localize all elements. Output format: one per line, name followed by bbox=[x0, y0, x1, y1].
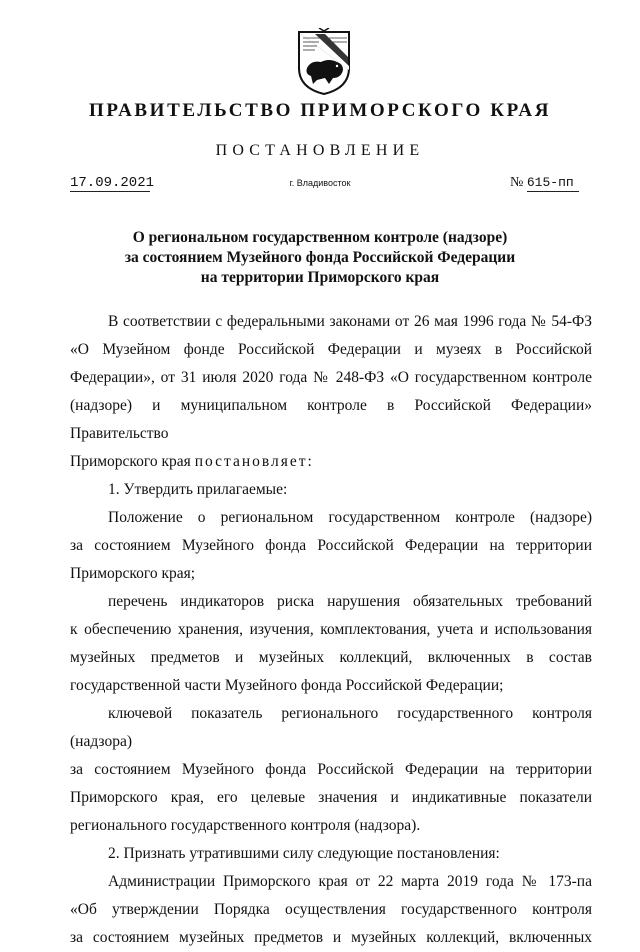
body-line: Приморского края; bbox=[70, 565, 196, 582]
title-line: на территории Приморского края bbox=[200, 269, 440, 286]
body-line: за состоянием Музейного фонда Российской Федерации на территории bbox=[70, 537, 592, 554]
document-city: г. Владивосток bbox=[289, 178, 351, 188]
body-line: перечень индикаторов риска нарушения обязательных требований bbox=[108, 593, 592, 610]
document-type: ПОСТАНОВЛЕНИЕ bbox=[215, 142, 425, 159]
body-line: ключевой показатель регионального государственного контроля (надзора) bbox=[70, 705, 592, 750]
body-line: «О Музейном фонде Российской Федерации и музеях в Российской bbox=[70, 341, 592, 358]
body-line-part: Приморского края bbox=[70, 453, 191, 470]
number-value: 615-пп bbox=[527, 175, 579, 192]
document-title bbox=[60, 228, 580, 288]
number-sign: № bbox=[510, 175, 524, 190]
body-line: Положение о региональном государственном контроле (надзоре) bbox=[108, 509, 592, 526]
coat-of-arms-icon bbox=[295, 28, 353, 96]
body-line: за состоянием музейных предметов и музейных коллекций, включенных bbox=[70, 929, 592, 946]
title-line: О региональном государственном контроле (надзоре) bbox=[132, 229, 508, 246]
body-line: музейных предметов и музейных коллекций, включенных в состав bbox=[70, 649, 592, 666]
document-number bbox=[510, 175, 590, 192]
body-line: к обеспечению хранения, изучения, комплектования, учета и использования bbox=[70, 621, 592, 638]
body-line: государственной части Музейного фонда Российской Федерации; bbox=[70, 677, 504, 694]
document-date: 17.09.2021 bbox=[70, 175, 155, 191]
body-line: Федерации», от 31 июля 2020 года № 248-ФЗ «О государственном контроле bbox=[70, 369, 592, 386]
body-line: за состоянием Музейного фонда Российской Федерации на территории bbox=[70, 761, 592, 778]
body-line: Приморского края, его целевые значения и индикативные показатели bbox=[70, 789, 592, 806]
document-body bbox=[70, 308, 592, 952]
body-line: В соответствии с федеральными законами от 26 мая 1996 года № 54-ФЗ bbox=[108, 313, 592, 330]
organization-title: ПРАВИТЕЛЬСТВО ПРИМОРСКОГО КРАЯ bbox=[88, 100, 552, 121]
body-line: Администрации Приморского края от 22 марта 2019 года № 173-па bbox=[108, 873, 592, 890]
body-line: (надзоре) и муниципальном контроле в Российской Федерации» Правительство bbox=[70, 397, 592, 442]
body-line: регионального государственного контроля (надзора). bbox=[70, 817, 421, 834]
body-line: 1. Утвердить прилагаемые: bbox=[108, 481, 288, 498]
decree-verb: постановляет: bbox=[194, 453, 314, 470]
body-line: 2. Признать утратившими силу следующие постановления: bbox=[108, 845, 500, 862]
body-line bbox=[70, 448, 592, 476]
title-line: за состоянием Музейного фонда Российской Федерации bbox=[124, 249, 516, 266]
body-line: «Об утверждении Порядка осуществления государственного контроля bbox=[70, 901, 592, 918]
